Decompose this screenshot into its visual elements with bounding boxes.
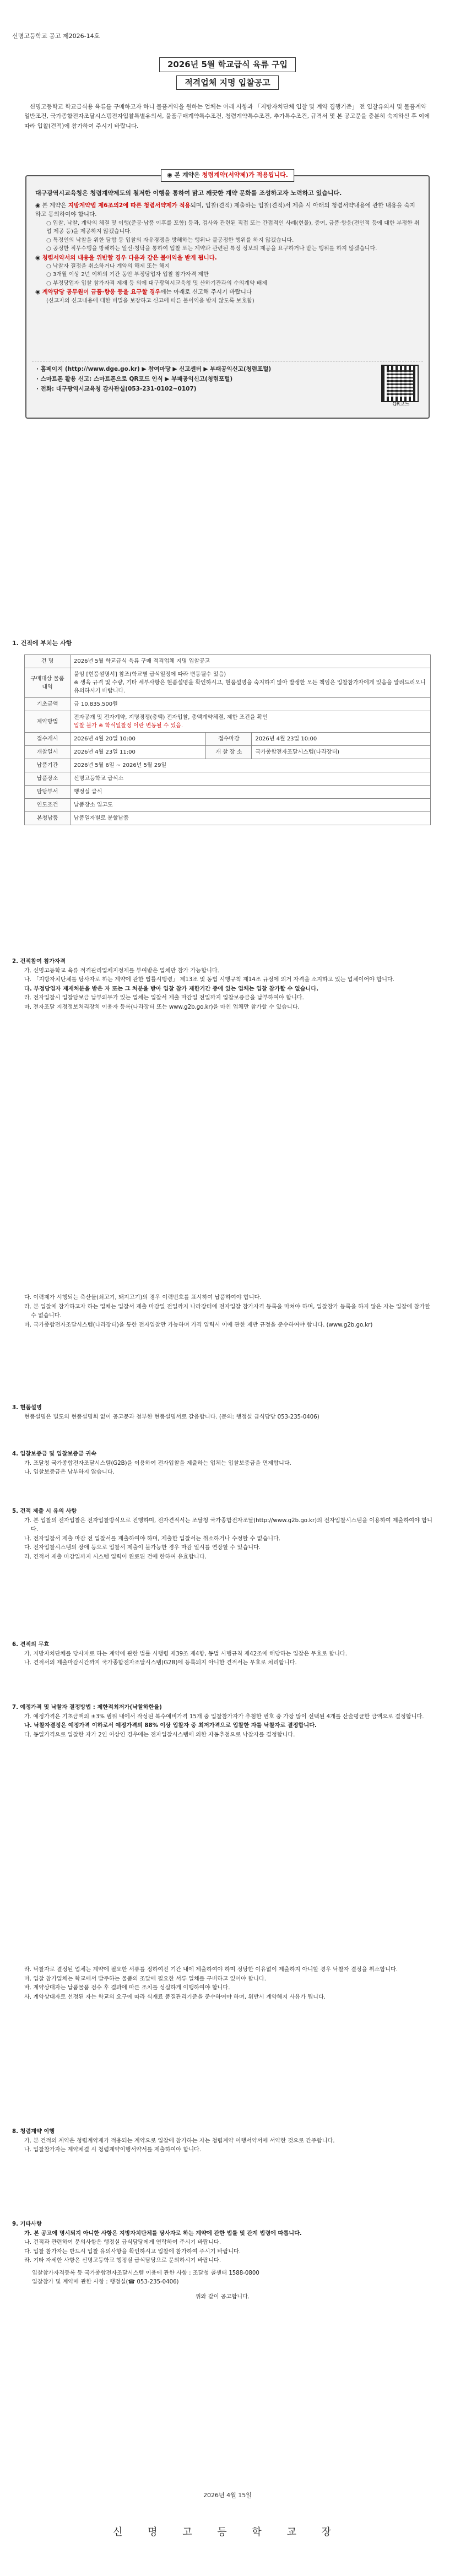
section-8-line: 나. 입찰참가자는 계약체결 시 청렴계약이행서약서를 제출하여야 합니다.: [24, 2147, 202, 2153]
ethics-item-1-post: 되며, 입찰(견적) 제출하는 입찰(견적)서 제출 시 아래의 청렴서약내용에 관한 내용을 숙지하고 동의하여야 합니다.: [35, 202, 415, 218]
table-row: [25, 786, 431, 799]
ethics-item-2: [35, 253, 420, 262]
section-2-line: 마. 전자조달 지정정보처리장치 이용자 등록(나라장터 또는 www.g2b.go.kr)을 마친 업체만 참가할 수 있습니다.: [24, 1004, 300, 1010]
section-2-heading: 2. 건적참여 참가자격: [12, 959, 66, 965]
table-value: 2026년 5월 학교급식 육류 구매 적격업체 지명 입찰공고: [71, 655, 431, 668]
table-value: 2026년 4월 23일 11:00: [71, 746, 206, 759]
section-2-line: 다. 부정당업자 제재처분을 받은 자 또는 그 처분을 받아 입찰 참가 제한기간 중에 있는 업체는 입찰 참가할 수 없습니다.: [24, 986, 319, 992]
notice-date: 2026년 4월 15일: [203, 2492, 252, 2499]
ethics-item-1-pre: ◉ 본 계약은: [35, 202, 68, 209]
items-line-2: ※ 생육 규격 및 수량, 기타 세부사항은 현품설명을 확인하시고, 현품설명을 숙지하지 않아 발생한 모든 책임은 입찰참가자에게 있음을 알려드리오니 유의하시기 바랍니다.: [74, 680, 426, 694]
section-8-heading: 8. 청렴계약 이행: [12, 2129, 55, 2135]
table-label: 개찰일시: [25, 746, 71, 759]
closing-line: 위와 같이 공고합니다.: [195, 2293, 250, 2300]
ethics-item-1: [35, 201, 420, 219]
section-8-line: 가. 본 건적의 계약은 청렴계약제가 적용되는 계약으로 입찰에 참가하는 자는 청렴계약 이행서약서에 서약한 것으로 간주합니다.: [24, 2137, 335, 2144]
section-2-line: 가. 신명고등학교 육류 적격관리업체지정제를 부여받은 업체만 참가 가능합니다.: [24, 967, 219, 974]
section-4: [12, 1450, 433, 1478]
table-value: 2026년 4월 20일 10:00: [71, 733, 206, 746]
table-value: 신명고등학교 급식소: [71, 772, 431, 786]
section-7b-line: 사. 계약상대자로 선정된 자는 학교의 요구에 따라 식재료 품질관리기준을 준수하여야 하며, 위반시 계약해지 사유가 됩니다.: [24, 1994, 326, 2000]
section-6-heading: 6. 견적의 무효: [12, 1642, 50, 1648]
ethics-item-1-highlight: 지방계약법 제6조의2에 따른 청렴서약제가 적용: [68, 202, 191, 209]
section-9-line: 라. 기타 자세한 사항은 신명고등학교 행정실 급식담당으로 문의하시기 바랍니다.: [24, 2258, 221, 2264]
section-2b-line: 마. 국가종합전자조달시스템(나라장터)을 통한 전자입찰만 가능하며 가격 입력시 이에 관한 제반 규정을 준수하여야 합니다. (www.g2b.go.kr): [24, 1322, 373, 1328]
table-row: [25, 799, 431, 812]
report-homepage: [32, 365, 423, 375]
ethics-title-red: 청렴계약(서약제)가 적용됩니다.: [202, 171, 288, 178]
ethics-sub-2: ○ 특정인의 낙찰을 위한 담합 등 입찰의 자유경쟁을 방해하는 행위나 불공정한 행위를 하지 않겠습니다.: [46, 237, 294, 243]
ethics-item-3: [35, 288, 420, 296]
report-phone: [32, 385, 423, 394]
table-label: 접수마감: [206, 733, 252, 746]
section-2: [12, 957, 433, 1012]
table-row: [25, 733, 431, 746]
intro-paragraph: 신명고등학교 학교급식용 육류를 구매하고자 하니 물품계약을 원하는 업체는 아래 사항과 「지방자치단체 입찰 및 계약 집행기준」 전 입찰유의서 및 물품계약일반조건, 국가종합전자조달시스템전자입찰특별유의서, 물품구매계약특수조건, 청렴계약특수조건, 추가특수조건, 규격서 및 본 공고문을 충분히 숙지하신 후 이에 따라 입찰(견적)에 참가하여 주시기 바랍니다.: [24, 104, 430, 129]
table-value: [71, 668, 431, 698]
section-3: [12, 1404, 433, 1422]
ethics-item-3-note: (신고자의 신고내용에 대한 비밀을 보장하고 신고에 따른 불이익을 받지 않도록 보호함): [46, 297, 254, 304]
table-label: 접수개시: [25, 733, 71, 746]
section-6-line: 나. 견적서의 제출마감시간까지 국가종합전자조달시스템(G2B)에 등록되지 아니한 견적서는 무효로 처리합니다.: [24, 1660, 297, 1666]
section-7-line: 다. 동일가격으로 입찰한 자가 2인 이상인 경우에는 전자입찰시스템에 의한 자동추첨으로 낙찰자를 결정합니다.: [24, 1731, 295, 1738]
section-6-line: 가. 지방자치단체를 당사자로 하는 계약에 관한 법률 시행령 제39조 제4항, 동법 시행규칙 제42조에 해당하는 입찰은 무효로 합니다.: [24, 1650, 347, 1657]
section-3-heading: 3. 현품설명: [12, 1405, 42, 1411]
ethics-penalty-3: ○ 부정당업자 입찰 참가자격 제재 등 외에 대구광역시교육청 및 산하기관과의 수의계약 배제: [46, 280, 268, 286]
table-label: 건 명: [25, 655, 71, 668]
section-2-line: 라. 전자입찰시 입찰담보금 납부의무가 있는 업체는 입찰서 제출 마감일 전일까지 입찰보증금을 납부하여야 합니다.: [24, 995, 304, 1002]
section-7b: [12, 1966, 433, 2002]
ethics-box-title: [161, 169, 294, 182]
section-7b-line: 마. 입찰 참가업체는 학교에서 발주하는 물품의 조달에 필요한 서류 일체를 구비하고 있어야 합니다.: [24, 1976, 266, 1982]
table-value: [71, 711, 431, 733]
contact-admin: 입찰참가 및 계약에 관한 사항 : 행정실(☎ 053-235-0406): [32, 2279, 179, 2286]
table-row: [25, 655, 431, 668]
table-value: 납품장소 입고도: [71, 799, 431, 812]
table-label: 구매대상 물품내역: [25, 668, 71, 698]
items-line-1: 붙임 [현품설명서] 참조(학교별 급식일정에 따라 변동될수 있음): [74, 672, 226, 678]
table-row: [25, 711, 431, 733]
table-label: 납품장소: [25, 772, 71, 786]
table-label: 개 찰 장 소: [206, 746, 252, 759]
ethics-item-3-post: 에는 아래로 신고해 주시기 바랍니다: [160, 289, 252, 296]
ethics-title-prefix: ◉ 본 계약은: [167, 171, 202, 178]
table-value: 2026년 4월 23일 10:00: [252, 733, 431, 746]
table-row: [25, 668, 431, 698]
report-smartphone: [32, 375, 423, 385]
ethics-item-2-highlight: 청렴서약서의 내용을 위반할 경우 다음과 같은 불이익을 받게 됩니다.: [42, 254, 217, 261]
section-5-line: 가. 본 입찰의 전자입찰은 전자입찰방식으로 진행하며, 전자견적서는 조달청 국가종합전자조달(http://www.g2b.go.kr)의 전자입찰시스템을 이용하여 제출하여야 합니다.: [24, 1517, 432, 1533]
ethics-item-3-highlight: 계약담당 공무원이 금품·향응 등을 요구할 경우: [42, 289, 161, 296]
method-line-2: 입찰 불가 ※ 학식일찰정 이란 변동될 수 있음.: [74, 723, 183, 729]
section-5-line: 나. 전자입찰서 제출 마감 전 입찰서를 제출하여야 하며, 제출한 입찰서는 취소하거나 수정할 수 없습니다.: [24, 1535, 281, 1542]
bid-info-table: [24, 654, 431, 825]
table-value: 국가종합전자조달시스템(나라장터): [252, 746, 431, 759]
section-2b-line: 라. 본 입찰에 참가하고자 하는 업체는 입찰서 제출 마감일 전일까지 나라장터에 전자입찰 참가자격 등록을 마쳐야 하며, 입찰참가 등록을 하지 않은 자는 입찰에 참가할 수 없습니다.: [24, 1303, 431, 1319]
title-block: [0, 57, 455, 90]
section-6: [12, 1641, 433, 1668]
table-row: [25, 772, 431, 786]
section-9-line: 나. 건적과 관련하여 문의사항은 행정실 급식담당에게 연락하여 주시기 바랍니다.: [24, 2239, 221, 2246]
ethics-penalty-1: ○ 낙찰자 결정을 취소하거나 계약의 해제 또는 해지: [46, 263, 170, 269]
notice-number: 신명고등학교 공고 제2026-14호: [12, 33, 100, 40]
table-label: 납품기간: [25, 759, 71, 772]
page-title: 2026년 5월 학교급식 육류 구입: [159, 57, 296, 72]
table-value: 금 10,835,500원: [71, 698, 431, 711]
report-channels: [32, 361, 423, 412]
section-8: [12, 2128, 433, 2155]
table-row: [25, 759, 431, 772]
section-5-line: 다. 전자입찰시스템의 장애 등으로 입찰서 제출이 불가능한 경우 마감 일시를 연장할 수 있습니다.: [24, 1545, 261, 1551]
section-2-line: 나. 「지방자치단체를 당사자로 하는 계약에 관한 법률시행령」 제13조 및 동법 시행규칙 제14조 규정에 의거 자격을 소지하고 있는 업체이어야 합니다.: [24, 977, 395, 983]
section-7b-line: 바. 계약상대자는 납품물품 검수 후 결과에 따른 조치를 성실하게 이행하여야 합니다.: [24, 1985, 230, 1991]
table-label: 계약방법: [25, 711, 71, 733]
page-subtitle: 적격업체 지명 입찰공고: [176, 75, 278, 90]
section-7-line: 가. 예정가격은 기초금액의 ±3% 범위 내에서 작성된 복수예비가격 15개 중 입찰참가자가 추첨한 번호 중 가장 많이 선택된 4개를 산술평균한 금액으로 결정합니다.: [24, 1713, 424, 1720]
section-4-line: 가. 조달청 국가종합전자조달시스템(G2B)을 이용하여 전자입찰을 제출하는 업체는 입찰보증금을 면제합니다.: [24, 1460, 291, 1466]
report-homepage-text: · 홈페이지 (http://www.dge.go.kr) ▶ 참여마당 ▶ 신고센터 ▶ 부패공익신고(청렴포털): [36, 366, 272, 372]
table-row: [25, 812, 431, 825]
table-label: 연도조건: [25, 799, 71, 812]
section-7-heading: 7. 예정가격 및 낙찰자 결정방법 : 제한적최저가(낙찰하한율): [12, 1704, 162, 1711]
method-line-1: 전자공개 및 전자계약, 지명경쟁(총액) 전자입찰, 총액계약체결, 제한 조건을 확인: [74, 715, 268, 721]
table-row: [25, 746, 431, 759]
table-label: 담당부서: [25, 786, 71, 799]
table-value: 행정실 급식: [71, 786, 431, 799]
ethics-sub-1: ○ 입찰, 낙찰, 계약의 체결 및 이행(준공·납품 이후를 포함) 등과, 검사와 관련된 직접 또는 간접적인 사례(현물), 증여, 금품·향응(전인적 등에 대한 부정한 취업 제공 등)을 제공하지 않겠습니다.: [46, 220, 420, 235]
table-label: 기초금액: [25, 698, 71, 711]
section-5-heading: 5. 건적 제출 시 유의 사항: [12, 1508, 77, 1514]
table-value: 2026년 5월 6일 ~ 2026년 5월 29일: [71, 759, 431, 772]
contact-procurement: 입찰참가자격등록 등 국가종합전자조달시스템 이용에 관한 사항 : 조달청 콜센터 1588-0800: [32, 2270, 259, 2276]
section-4-heading: 4. 입찰보증금 및 입찰보증금 귀속: [12, 1451, 97, 1457]
table-row: [25, 698, 431, 711]
qr-label: QR코드: [392, 402, 410, 407]
section-2b: [12, 1294, 433, 1330]
section-7: [12, 1703, 433, 1740]
ethics-contract-box: [25, 171, 430, 419]
ethics-item-2-pre: ◉: [35, 254, 42, 261]
section-9-line: 다. 입찰 참가자는 반드시 입찰 유의사항을 확인하시고 입찰에 참가하여 주시기 바랍니다.: [24, 2248, 241, 2255]
section-1-heading: 1. 건적에 부치는 사항: [12, 640, 72, 647]
qr-code-icon[interactable]: [381, 365, 419, 402]
section-5-line: 라. 견적서 제출 마감일까지 시스템 입력이 완료된 건에 한하여 유효합니다.: [24, 1554, 207, 1560]
section-4-line: 나. 입찰보증금은 납부하지 않습니다.: [24, 1469, 115, 1476]
ethics-penalty-2: ○ 3개월 이상 2년 이하의 기간 동안 부정당업자 입찰 참가자격 제한: [46, 272, 209, 278]
section-7-line: 나. 낙찰자결정은 예정가격 이하로서 예정가격의 88% 이상 입찰자 중 최저가격으로 입찰한 자를 낙찰자로 결정합니다.: [24, 1723, 317, 1729]
school-principal-signature: 신 명 고 등 학 교 장: [112, 2526, 343, 2538]
report-smartphone-text: · 스마트폰 활용 신고: 스마트폰으로 QR코드 인식 ▶ 부패공익신고(청렴포털): [36, 375, 233, 382]
section-2b-line: 다. 이력제가 시행되는 축산물(쇠고기, 돼지고기)의 경우 이력번호를 표시하여 납품하여야 합니다.: [24, 1295, 262, 1301]
ethics-item-3-pre: ◉: [35, 289, 42, 296]
section-9-heading: 9. 기타사항: [12, 2221, 42, 2227]
ethics-lead: 대구광역시교육청은 청렴계약제도의 철저한 이행을 통하여 맑고 깨끗한 계약 문화를 조성하고자 노력하고 있습니다.: [35, 190, 342, 197]
table-value: 납품일자별로 분할납품: [71, 812, 431, 825]
section-5: [12, 1507, 433, 1562]
section-9-line: 가. 본 공고에 명시되지 아니한 사항은 지방자치단체를 당사자로 하는 계약에 관한 법률 및 관계 법령에 따릅니다.: [24, 2230, 302, 2237]
ethics-sub-3: ○ 공정한 직무수행을 방해하는 알선·청탁을 통하여 입찰 또는 계약과 관련된 특정 정보의 제공을 요구하거나 받는 행위를 하지 않겠습니다.: [46, 246, 377, 252]
table-label: 본청납품: [25, 812, 71, 825]
section-7b-line: 라. 낙찰자로 결정된 업체는 계약에 필요한 서류를 정하여진 기간 내에 제출하여야 하며 정당한 이유없이 제출하지 아니할 경우 낙찰자 결정을 취소합니다.: [24, 1967, 398, 1973]
report-phone-text: · 전화: 대구광역시교육청 감사관실(053-231-0102~0107): [36, 385, 197, 392]
section-3-line: 현품설명은 별도의 현품설명회 없이 공고문과 첨부한 현품설명서로 갈음합니다. (문의: 행정실 급식담당 053-235-0406): [24, 1414, 319, 1420]
section-9: [12, 2220, 433, 2302]
